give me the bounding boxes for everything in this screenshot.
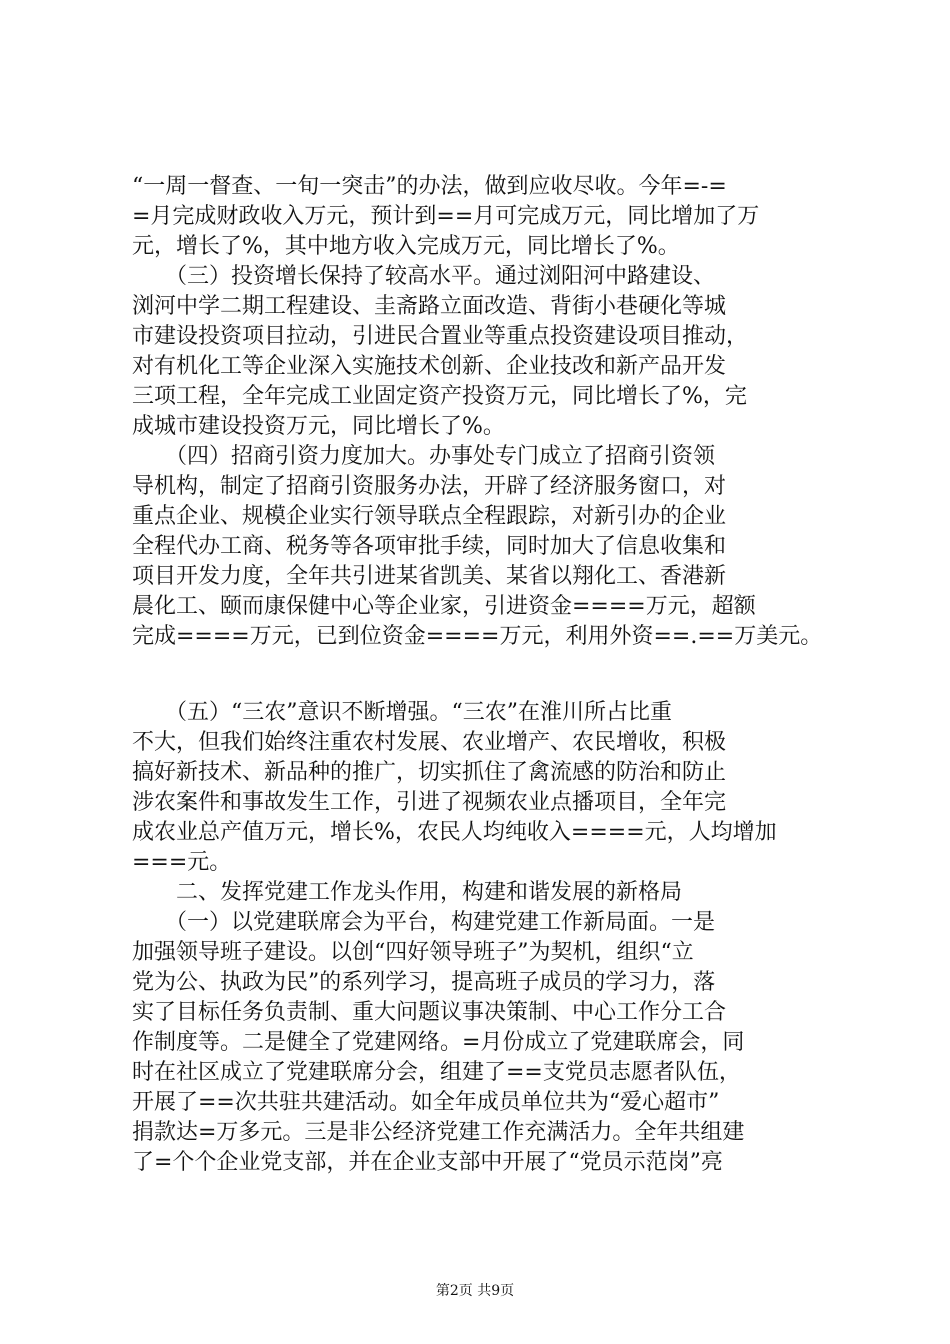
text-line: 捐款达=万多元。三是非公经济党建工作充满活力。全年共组建 [132,1120,745,1145]
text-line: 完成====万元，已到位资金====万元，利用外资==.==万美元。 [132,624,823,649]
text-line: （三）投资增长保持了较高水平。通过浏阳河中路建设、 [132,264,716,289]
text-line: 作制度等。二是健全了党建网络。=月份成立了党建联席会，同 [132,1030,745,1055]
text-line: 导机构，制定了招商引资服务办法，开辟了经济服务窗口，对 [132,474,727,499]
text-line: 重点企业、规模企业实行领导联点全程跟踪，对新引办的企业 [132,504,727,529]
text-line: =月完成财政收入万元，预计到==月可完成万元，同比增加了万 [132,204,760,229]
text-line: 项目开发力度，全年共引进某省凯美、某省以翔化工、香港新 [132,564,727,589]
text-line: 市建设投资项目拉动，引进民合置业等重点投资建设项目推动， [132,324,749,349]
text-line: （一）以党建联席会为平台，构建党建工作新局面。一是 [132,910,716,935]
text-line: 全程代办工商、税务等各项审批手续，同时加大了信息收集和 [132,534,727,559]
paragraph-gap [132,652,832,698]
text-line: 搞好新技术、新品种的推广，切实抓住了禽流感的防治和防止 [132,760,727,785]
text-line: 元，增长了%，其中地方收入完成万元，同比增长了%。 [132,234,680,259]
text-line: 实了目标任务负责制、重大问题议事决策制、中心工作分工合 [132,1000,727,1025]
text-line: （五）“三农”意识不断增强。“三农”在淮川所占比重 [132,700,672,725]
text-line: 成农业总产值万元，增长%，农民人均纯收入====元，人均增加 [132,820,777,845]
body-text [132,172,832,1178]
section-heading: 二、发挥党建工作龙头作用，构建和谐发展的新格局 [132,880,683,905]
text-line: （四）招商引资力度加大。办事处专门成立了招商引资领 [132,444,716,469]
page-number-footer: 第2页 共9页 [435,1283,515,1299]
text-line: 开展了==次共驻共建活动。如全年成员单位共为“爱心超市” [132,1090,720,1115]
text-line: ===元。 [132,850,232,875]
text-line: 三项工程，全年完成工业固定资产投资万元，同比增长了%，完 [132,384,747,409]
text-line: 涉农案件和事故发生工作，引进了视频农业点播项目，全年完 [132,790,727,815]
text-line: 加强领导班子建设。以创“四好领导班子”为契机，组织“立 [132,940,694,965]
text-line: 成城市建设投资万元，同比增长了%。 [132,414,505,439]
text-line: 了=个个企业党支部，并在企业支部中开展了“党员示范岗”亮 [132,1150,723,1175]
text-line: 晨化工、颐而康保健中心等企业家，引进资金====万元，超额 [132,594,756,619]
text-line: 时在社区成立了党建联席分会，组建了==支党员志愿者队伍， [132,1060,741,1085]
text-line: 对有机化工等企业深入实施技术创新、企业技改和新产品开发 [132,354,727,379]
text-line: 党为公、执政为民”的系列学习，提高班子成员的学习力，落 [132,970,716,995]
text-line: 浏河中学二期工程建设、圭斋路立面改造、背街小巷硬化等城 [132,294,727,319]
text-line: 不大，但我们始终注重农村发展、农业增产、农民增收，积极 [132,730,727,755]
text-line: “一周一督查、一旬一突击”的办法，做到应收尽收。今年=-= [132,174,727,199]
